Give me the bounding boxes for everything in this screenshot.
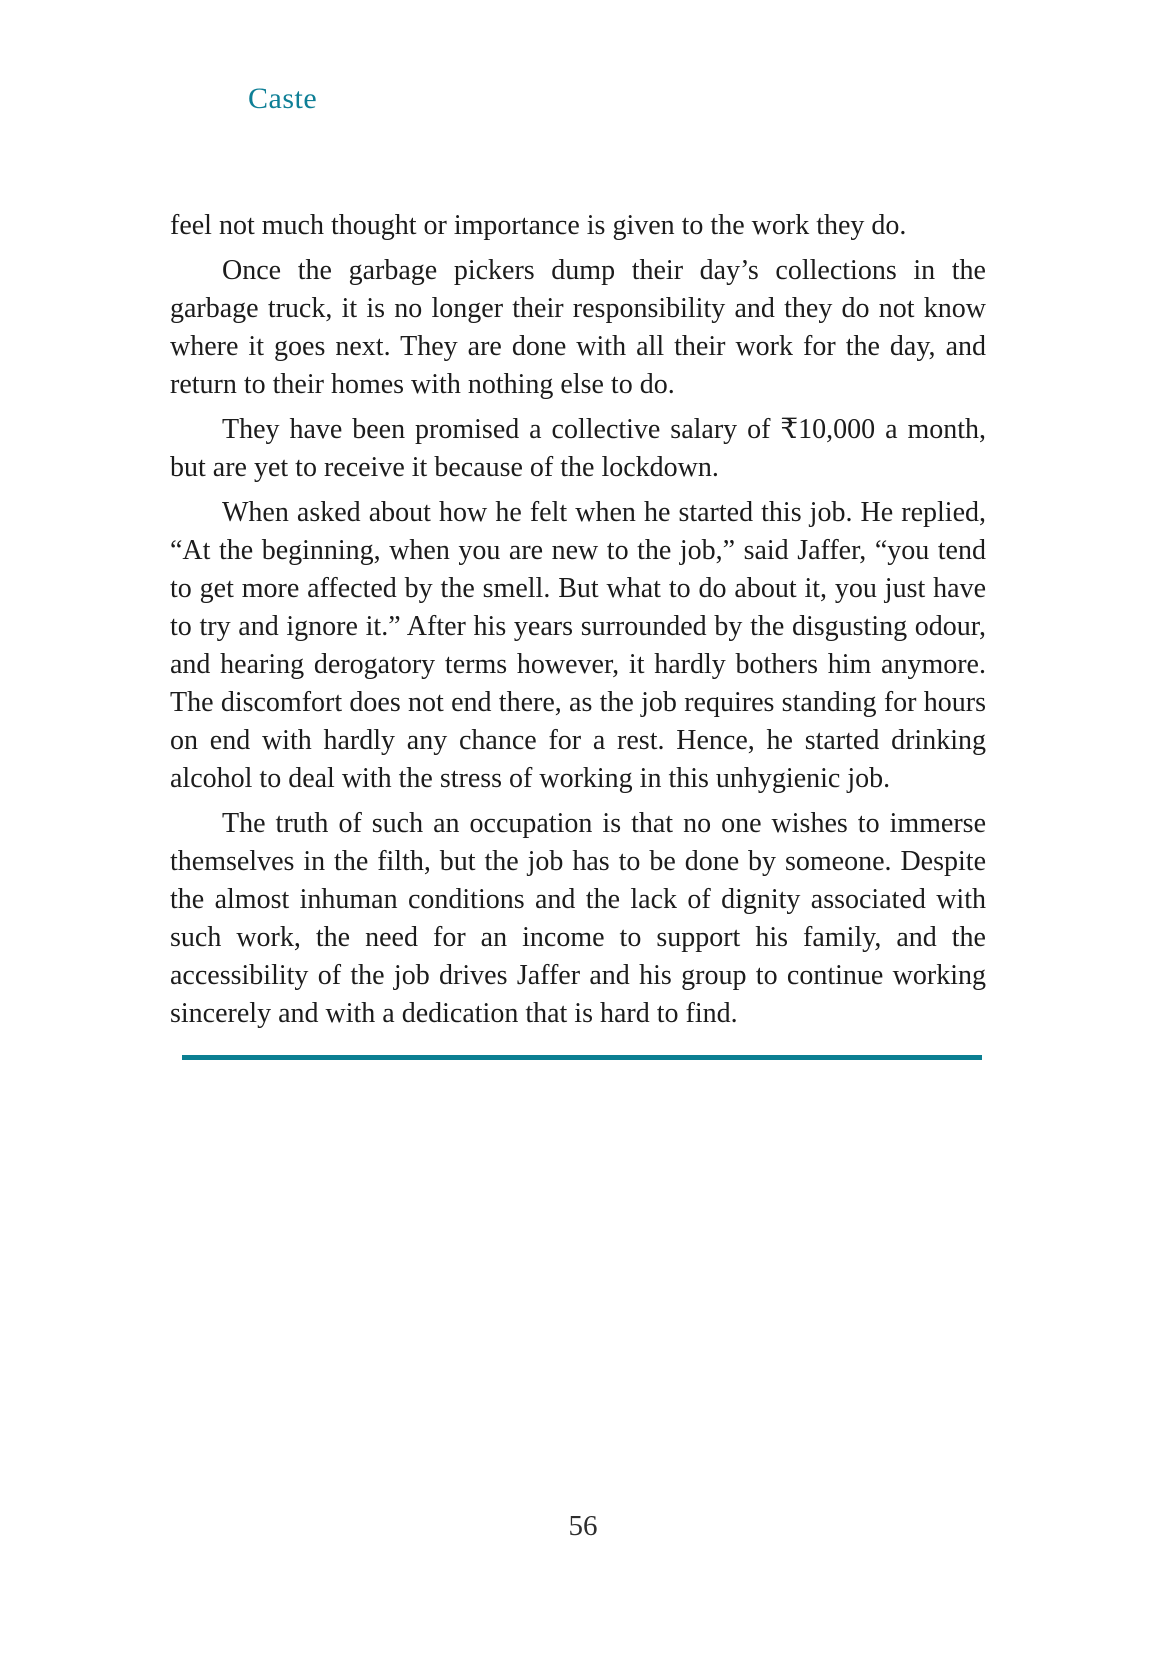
paragraph: feel not much thought or importance is given to the work they do.	[170, 210, 907, 241]
page-body	[170, 207, 986, 1060]
section-divider	[182, 1055, 982, 1060]
running-header: Caste	[248, 82, 318, 115]
paragraph: Once the garbage pickers dump their day’s collections in the garbage truck, it is no longer their responsibility and they do not know where it goes next. They are done with all their work for the day, and return to their homes with nothing else to do.	[170, 255, 986, 400]
paragraph: They have been promised a collective salary of ₹10,000 a month, but are yet to receive it because of the lockdown.	[170, 414, 986, 483]
paragraph: When asked about how he felt when he started this job. He replied, “At the beginning, when you are new to the job,” said Jaffer, “you tend to get more affected by the smell. But what to do about it, you just have to try and ignore it.” After his years surrounded by the disgusting odour, and hearing derogatory terms however, it hardly bothers him anymore. The discomfort does not end there, as the job requires standing for hours on end with hardly any chance for a rest. Hence, he started drinking alcohol to deal with the stress of working in this unhygienic job.	[170, 497, 986, 794]
paragraph: The truth of such an occupation is that no one wishes to immerse themselves in the filth, but the job has to be done by someone. Despite the almost inhuman conditions and the lack of dignity associated with such work, the need for an income to support his family, and the accessibility of the job drives Jaffer and his group to continue working sincerely and with a dedication that is hard to find.	[170, 808, 986, 1029]
page-number: 56	[568, 1510, 598, 1542]
